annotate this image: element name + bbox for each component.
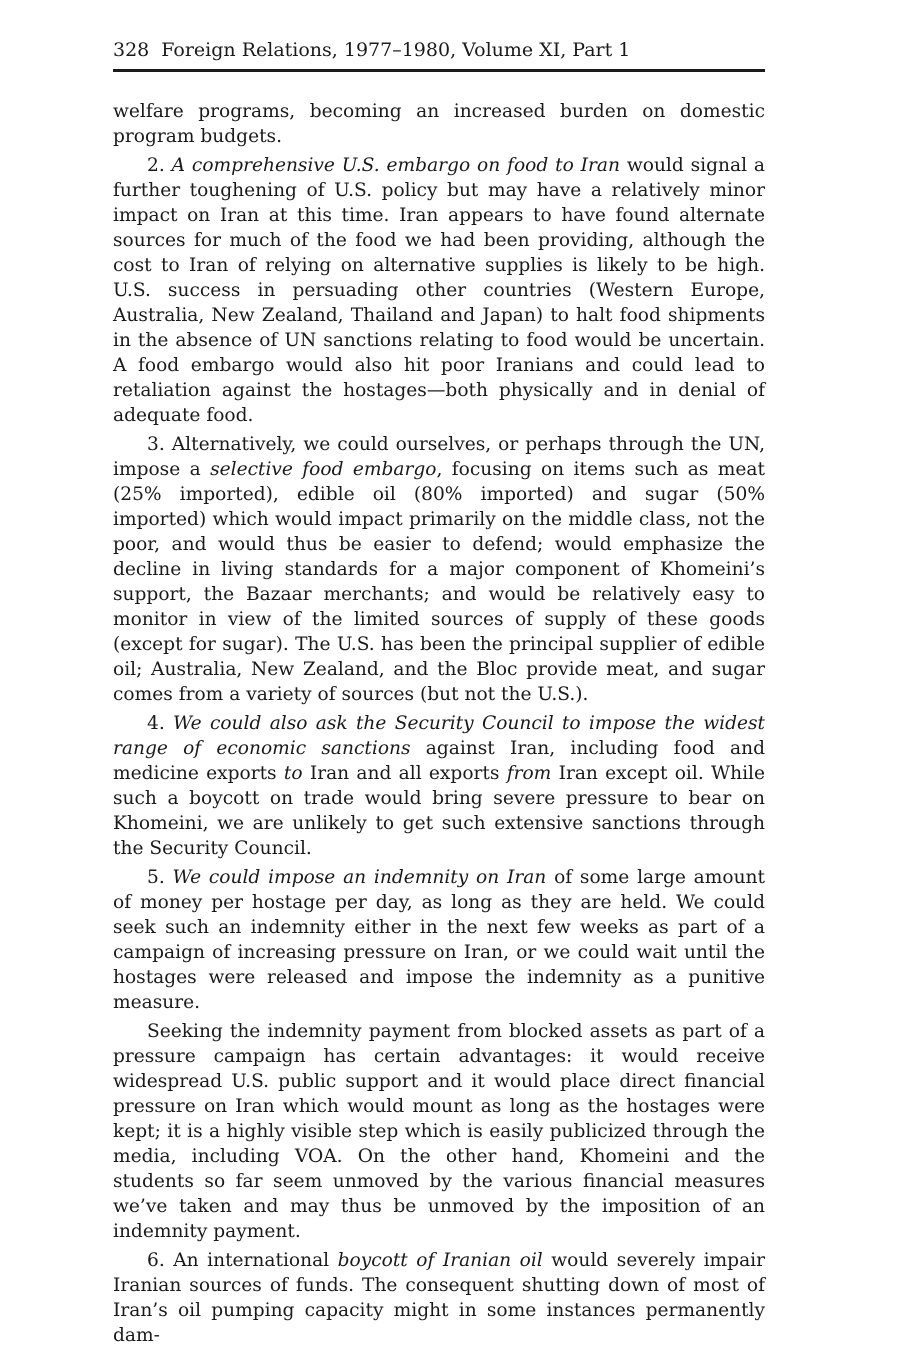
running-title: Foreign Relations, 1977–1980, Volume XI, Part 1 bbox=[161, 39, 631, 61]
text-segment: of some large amount of money per hostage per day, as long as they are held. We could seek such an indemnity either in the next few weeks as part of a campaign of increasing pressure on Iran, or we could wait until the hostages were released and impose the indemnity as a punitive measure. bbox=[113, 867, 765, 1013]
paragraph-item-3 bbox=[113, 432, 765, 707]
paragraph-indemnity bbox=[113, 1019, 765, 1244]
paragraph-item-5 bbox=[113, 865, 765, 1015]
body-text bbox=[113, 99, 765, 1352]
italic-segment: boycott of Iranian oil bbox=[337, 1250, 543, 1271]
text-segment: , focusing on items such as meat (25% imported), edible oil (80% imported) and sugar (50% imported) which would impact primarily on the middle class, not the poor, and would thus be easier to defend; would emphasize the decline in living standards for a major component of Khomeini’s support, the Bazaar merchants; and would be relatively easy to monitor in view of the limited sources of supply of these goods (except for sugar). The U.S. has been the principal supplier of edible oil; Australia, New Zealand, and the Bloc provide meat, and sugar comes from a variety of sources (but not the U.S.). bbox=[113, 459, 765, 705]
text-segment: Iran and all exports bbox=[302, 763, 507, 784]
text-segment: would signal a further toughening of U.S. policy but may have a relatively minor impact on Iran at this time. Iran appears to have found alternate sources for much of the food we had been providing, although the cost to Iran of relying on alternative supplies is likely to be high. U.S. success in persuading other countries (Western Europe, Australia, New Zealand, Thailand and Japan) to halt food shipments in the absence of UN sanctions relating to food would be uncertain. A food embargo would also hit poor Iranians and could lead to retaliation against the hostages—both physically and in denial of adequate food. bbox=[113, 155, 766, 426]
italic-segment: We could impose an indemnity on Iran bbox=[172, 867, 547, 888]
text-segment: 6. An international bbox=[147, 1250, 338, 1271]
text-segment: Iran except oil. While such a boycott on trade would bring severe pressure to bear on Khomeini, we are unlikely to get such extensive sanctions through the Security Council. bbox=[113, 763, 766, 859]
italic-segment: selective food embargo bbox=[210, 459, 437, 480]
header-rule bbox=[113, 69, 765, 72]
italic-segment: We could also ask the Security Council to impose the widest range of economic sanctions bbox=[113, 713, 765, 759]
italic-segment: to bbox=[283, 763, 303, 784]
text-segment: 5. bbox=[147, 867, 173, 888]
paragraph-item-2 bbox=[113, 153, 765, 428]
text-segment: would severely impair Iranian sources of funds. The consequent shutting down of most of Iran’s oil pumping capacity might in some instances permanently dam- bbox=[113, 1250, 766, 1346]
paragraph-item-6 bbox=[113, 1248, 765, 1348]
italic-segment: A comprehensive U.S. embargo on food to Iran bbox=[171, 155, 620, 176]
text-segment: 3. Alternatively, we could ourselves, or perhaps through the UN, impose a bbox=[113, 434, 765, 480]
paragraph-continuation bbox=[113, 99, 765, 149]
running-header bbox=[113, 38, 765, 68]
paragraph-item-4 bbox=[113, 711, 765, 861]
text-segment: Seeking the indemnity payment from blocked assets as part of a pressure campaign has certain advantages: it would receive widespread U.S. public support and it would place direct financial pressure on Iran which would mount as long as the hostages were kept; it is a highly visible step which is easily publicized through the media, including VOA. On the other hand, Khomeini and the students so far seem unmoved by the various financial measures we’ve taken and may thus be unmoved by the imposition of an indemnity payment. bbox=[113, 1021, 765, 1242]
text-segment: welfare programs, becoming an increased burden on domestic program budgets. bbox=[113, 101, 765, 147]
italic-segment: from bbox=[506, 763, 552, 784]
text-segment: 2. bbox=[147, 155, 172, 176]
text-segment: against Iran, including food and medicine exports bbox=[113, 738, 765, 784]
text-segment: 4. bbox=[147, 713, 174, 734]
page-number: 328 bbox=[113, 39, 150, 61]
